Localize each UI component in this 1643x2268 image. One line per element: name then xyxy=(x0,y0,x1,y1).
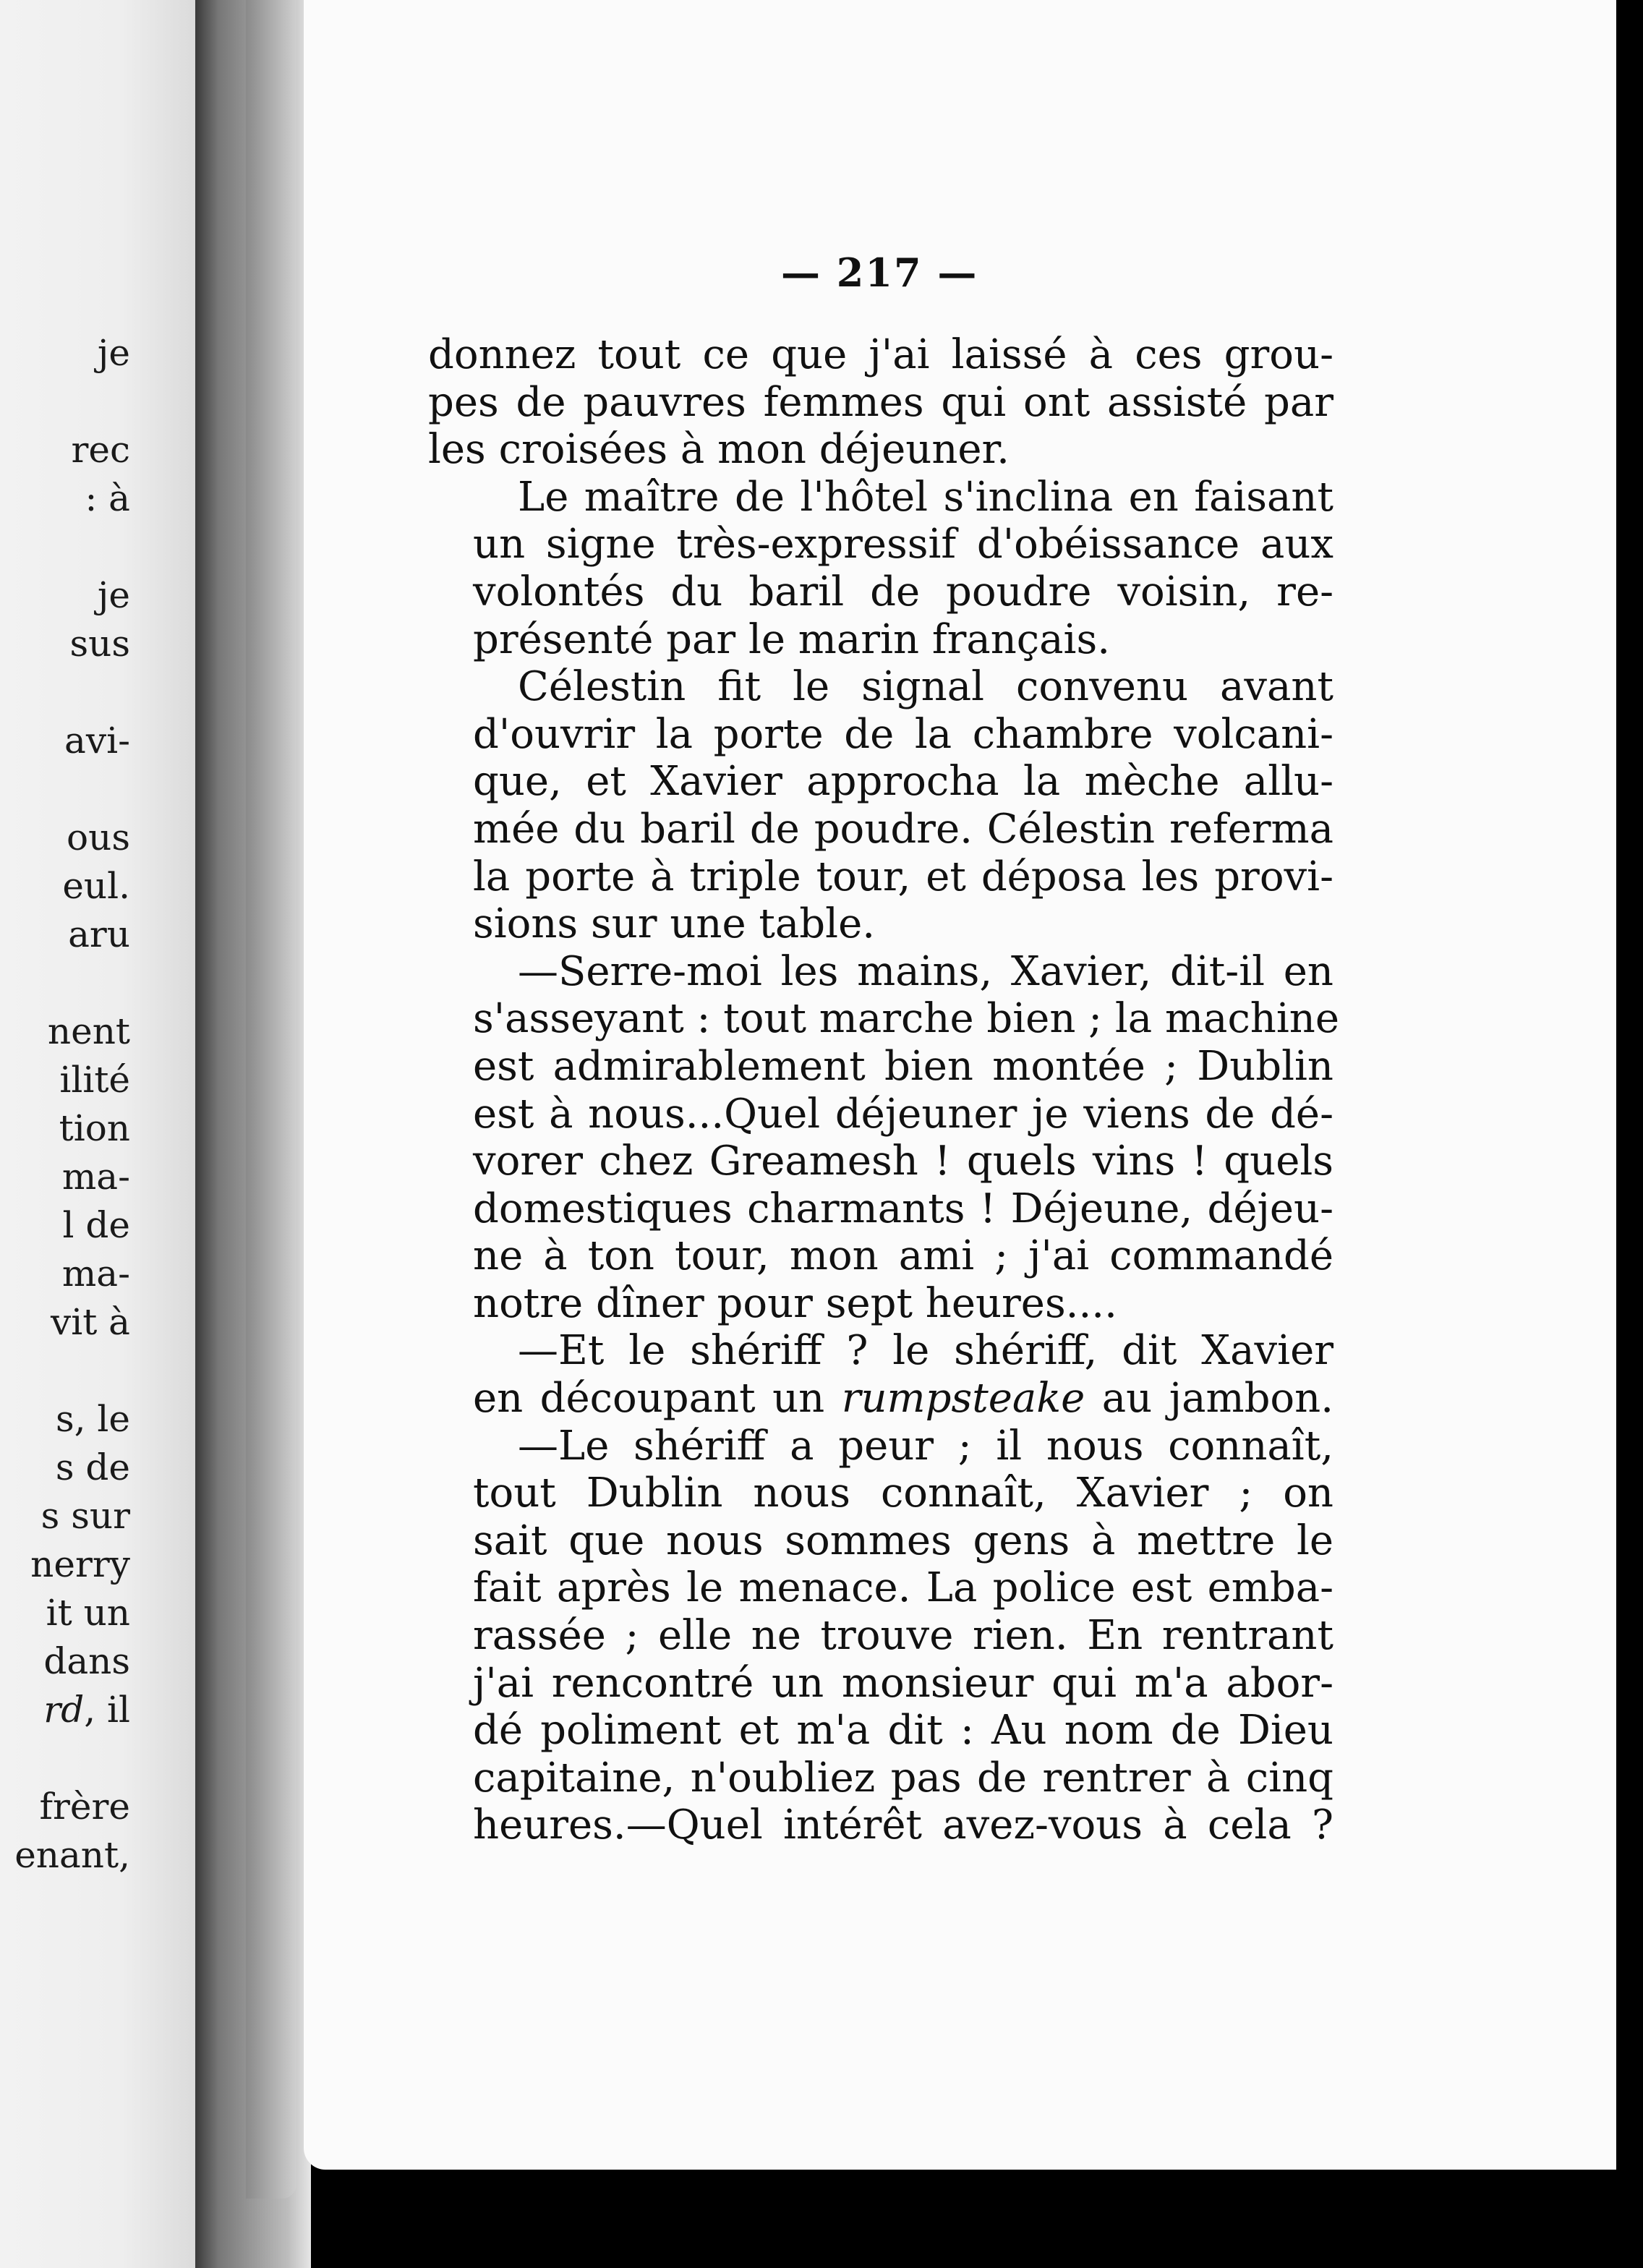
text-line: fait après le menace. La police est emba- xyxy=(473,1564,1333,1612)
text-line: d'ouvrir la porte de la chambre volcani- xyxy=(473,710,1333,758)
facing-page-line: rd, il xyxy=(43,1689,130,1731)
text-line: heures.—Quel intérêt avez-vous à cela ? xyxy=(473,1802,1333,1849)
text-line: la porte à triple tour, et déposa les provi- xyxy=(473,853,1333,900)
facing-page-line xyxy=(14,668,130,717)
page-edge xyxy=(246,0,296,2199)
facing-page-line: je xyxy=(97,574,130,616)
facing-page-line: avi- xyxy=(64,720,130,762)
text-line: présenté par le marin français. xyxy=(473,615,1110,663)
facing-page-line: s sur xyxy=(40,1495,130,1537)
text-line: que, et Xavier approcha la mèche allu- xyxy=(473,758,1333,806)
text-line: —Serre-moi les mains, Xavier, dit-il en xyxy=(518,947,1333,995)
facing-page-line: aru xyxy=(68,913,130,955)
facing-page-line: s de xyxy=(55,1446,130,1488)
facing-page-line: l de xyxy=(62,1204,130,1246)
paragraph-6 xyxy=(428,1423,1333,1849)
italic-word: rumpsteake xyxy=(841,1375,1085,1423)
facing-page-line: ilité xyxy=(59,1059,130,1101)
text-line: est admirablement bien montée ; Dublin xyxy=(473,1042,1333,1090)
facing-page-line: rec xyxy=(71,429,130,471)
text-line: sions sur une table. xyxy=(473,900,876,948)
text-line xyxy=(428,1375,1333,1423)
text-line: sait que nous sommes gens à mettre le xyxy=(473,1517,1333,1564)
facing-page-line: nent xyxy=(47,1010,130,1052)
facing-page-line xyxy=(14,378,130,426)
text-line: mée du baril de poudre. Célestin referma xyxy=(473,805,1333,853)
text-fragment: au jambon. xyxy=(1085,1375,1333,1423)
facing-page-line xyxy=(14,1347,130,1395)
facing-page xyxy=(0,0,202,2268)
text-line: —Et le shériff ? le shériff, dit Xavier xyxy=(518,1327,1333,1375)
facing-page-line: eul. xyxy=(62,865,130,907)
text-fragment: en découpant un xyxy=(473,1375,842,1423)
text-line: pes de pauvres femmes qui ont assisté par xyxy=(428,378,1333,426)
facing-page-line: enant, xyxy=(14,1834,130,1876)
facing-page-line: vit à xyxy=(50,1301,130,1343)
facing-page-line xyxy=(14,523,130,571)
body-text xyxy=(428,331,1339,1849)
text-line: volontés du baril de poudre voisin, re- xyxy=(473,568,1333,615)
text-line: Célestin fit le signal convenu avant xyxy=(518,663,1333,711)
facing-page-line xyxy=(14,959,130,1007)
text-line: Le maître de l'hôtel s'inclina en faisant xyxy=(518,473,1333,521)
text-line: est à nous...Quel déjeuner je viens de dé- xyxy=(473,1090,1333,1138)
facing-page-text xyxy=(14,329,130,1880)
facing-page-line: ma- xyxy=(61,1156,130,1198)
facing-page-line: s, le xyxy=(55,1398,130,1440)
paragraph-1 xyxy=(428,331,1333,474)
text-line: dé poliment et m'a dit : Au nom de Dieu xyxy=(473,1707,1333,1755)
text-line: donnez tout ce que j'ai laissé à ces grou- xyxy=(428,331,1333,378)
facing-page-line: je xyxy=(97,332,130,374)
paragraph-2 xyxy=(428,474,1333,663)
facing-page-line: ous xyxy=(67,817,130,858)
text-line: s'asseyant : tout marche bien ; la machine xyxy=(473,995,1339,1043)
text-line: tout Dublin nous connaît, Xavier ; on xyxy=(473,1470,1333,1517)
facing-page-line: it un xyxy=(46,1592,130,1634)
text-line: vorer chez Greamesh ! quels vins ! quels xyxy=(473,1138,1333,1185)
text-line: rassée ; elle ne trouve rien. En rentrant xyxy=(473,1612,1333,1660)
facing-page-line: frère xyxy=(39,1786,130,1828)
paragraph-3 xyxy=(428,663,1333,948)
facing-page-line: sus xyxy=(69,623,130,665)
facing-page-line xyxy=(14,1734,130,1783)
paragraph-4 xyxy=(428,947,1339,1328)
page-number: — 217 — xyxy=(781,250,978,296)
facing-page-line xyxy=(14,765,130,814)
text-line: domestiques charmants ! Déjeune, déjeu- xyxy=(473,1185,1333,1232)
facing-page-line: nerry xyxy=(30,1543,130,1585)
facing-page-line: : à xyxy=(85,477,130,519)
text-line: ne à ton tour, mon ami ; j'ai commandé xyxy=(473,1232,1333,1280)
text-line: un signe très-expressif d'obéissance aux xyxy=(473,521,1333,568)
paragraph-5 xyxy=(428,1327,1333,1422)
text-line: capitaine, n'oubliez pas de rentrer à cinq xyxy=(473,1754,1333,1802)
text-line: les croisées à mon déjeuner. xyxy=(428,426,1010,474)
text-line: j'ai rencontré un monsieur qui m'a abor- xyxy=(473,1659,1333,1707)
facing-page-line: dans xyxy=(43,1640,130,1682)
text-line: —Le shériff a peur ; il nous connaît, xyxy=(518,1422,1333,1470)
facing-page-line: ma- xyxy=(61,1253,130,1295)
text-line: notre dîner pour sept heures.... xyxy=(473,1279,1117,1327)
facing-page-line: tion xyxy=(59,1107,130,1149)
